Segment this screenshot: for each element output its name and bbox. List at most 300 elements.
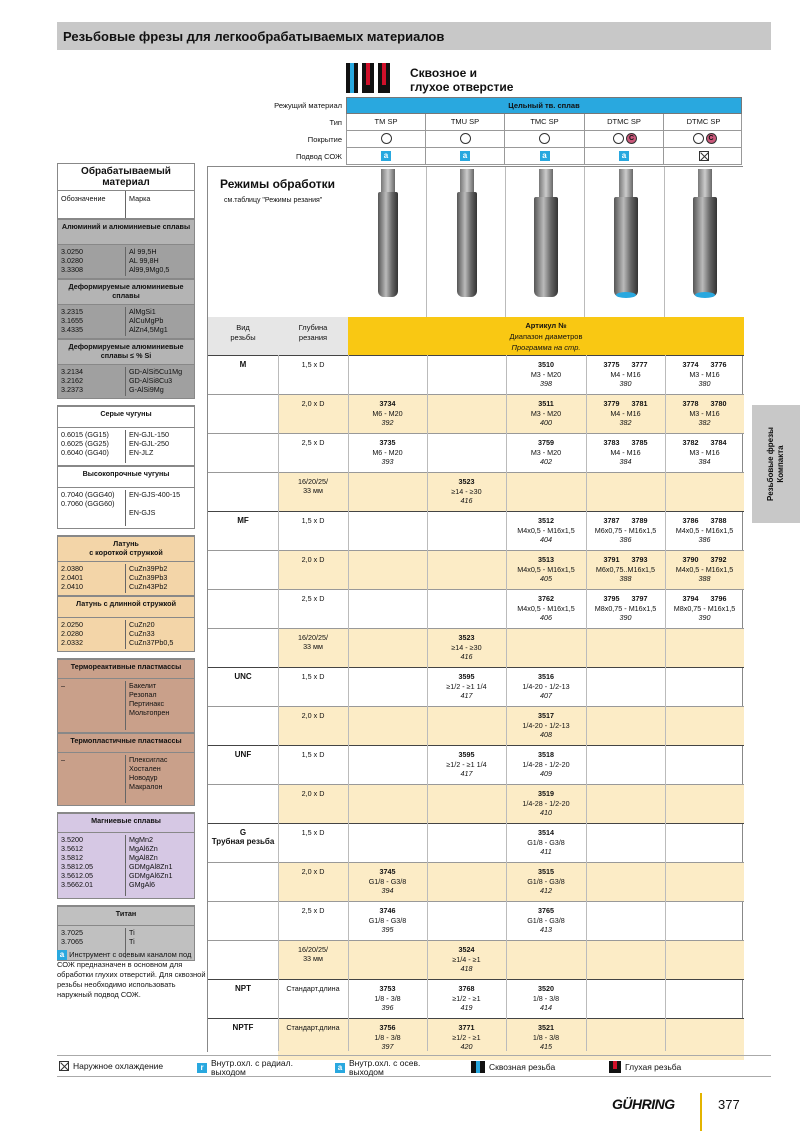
material-codes: 3.2134 3.2162 3.2373: [58, 367, 126, 396]
table-row: [208, 979, 744, 1018]
material-codes: 2.0250 2.0280 2.0332: [58, 620, 126, 649]
material-grades: EN-GJL-150 EN-GJL-250 EN-JLZ: [129, 430, 169, 457]
diameter-range: M4x0,5 - M16x1,5: [517, 564, 575, 574]
catalog-page: 400: [540, 418, 552, 427]
material-group[interactable]: [57, 339, 195, 399]
diameter-range: 1/4-20 - 1/2-13: [522, 681, 570, 691]
article-number: 3511: [538, 399, 554, 408]
uncoated-icon: [539, 133, 550, 144]
tool-image-tmc: [506, 167, 585, 317]
uncoated-icon: [381, 133, 392, 144]
article-number: 3734: [379, 399, 396, 408]
diameter-range: ≥1/2 - ≥1 1/4: [446, 759, 487, 769]
side-tab-label: Резьбовые фрезы Компакта: [766, 427, 785, 501]
material-group-title: Латунь с короткой стружкой: [58, 536, 194, 562]
type-row: [346, 114, 742, 131]
article-number: 3759: [538, 438, 554, 447]
catalog-page: 398: [540, 379, 552, 388]
article-number: 3765: [538, 906, 554, 915]
material-codes: 0.6015 (GG15) 0.6025 (GG25) 0.6040 (GG40): [58, 430, 126, 463]
diameter-range: 1/8 - 3/8: [532, 993, 560, 1003]
table-row: [208, 940, 744, 979]
article-number: 3768: [458, 984, 475, 993]
diameter-range: M4 - M16: [610, 408, 641, 418]
material-group-title: Титан: [58, 906, 194, 926]
legend-axial-label: Внутр.охл. с осев. выходом: [349, 1058, 421, 1077]
catalog-page: 416: [460, 652, 473, 661]
article-cell[interactable]: [506, 360, 586, 389]
cutting-depth: 2,0 x D: [301, 711, 325, 720]
article-cell[interactable]: [348, 438, 427, 467]
diameter-range: 1/4-20 - 1/2-13: [522, 720, 570, 730]
article-number: 3518: [538, 750, 554, 759]
article-number: 3795 3797: [603, 594, 648, 603]
article-cell[interactable]: [665, 360, 744, 389]
catalog-page: 386: [698, 535, 711, 544]
catalog-page: 380: [619, 379, 632, 388]
material-group-title: Термопластичные пластмассы: [58, 733, 194, 753]
article-number: 3523: [458, 477, 475, 486]
article-cell[interactable]: [586, 594, 665, 623]
cutting-depth: 1,5 x D: [301, 672, 325, 681]
material-group[interactable]: [57, 733, 195, 806]
thread-type: M: [239, 360, 247, 369]
article-number: 3515: [538, 867, 554, 876]
cutting-depth: 1,5 x D: [301, 360, 325, 369]
coating-c-icon: C: [626, 133, 637, 144]
table-row: [208, 823, 744, 862]
catalog-page: 397: [381, 1042, 394, 1051]
article-cell[interactable]: [506, 828, 586, 857]
article-cell[interactable]: [348, 867, 427, 896]
article-number: 3746: [379, 906, 396, 915]
material-group-title: Термореактивные пластмассы: [58, 659, 194, 679]
thread-type: MF: [237, 516, 249, 525]
table-row: [208, 433, 744, 472]
catalog-page: 420: [460, 1042, 473, 1051]
through-blind-hole-icon: [346, 63, 400, 93]
catalog-page: 405: [540, 574, 552, 583]
article-number: 3794 3796: [682, 594, 727, 603]
article-cell[interactable]: [665, 516, 744, 545]
article-number: 3756: [379, 1023, 396, 1032]
cutting-depth: 16/20/25/ 33 мм: [298, 633, 328, 651]
table-row: [208, 901, 744, 940]
table-row: [208, 784, 744, 823]
tool-images: [348, 167, 744, 317]
catalog-page: 418: [460, 964, 473, 973]
table-row: [208, 862, 744, 901]
article-number: 3753: [379, 984, 396, 993]
article-cell[interactable]: [427, 945, 506, 974]
cutting-depth: 1,5 x D: [301, 750, 325, 759]
cutting-depth: 16/20/25/ 33 мм: [298, 477, 328, 495]
cutting-depth: 2,0 x D: [301, 399, 325, 408]
diameter-range: M3 - M16: [689, 408, 720, 418]
article-cell[interactable]: [586, 516, 665, 545]
material-group-title: Серые чугуны: [58, 406, 194, 428]
diameter-range: ≥1/4 - ≥1: [452, 954, 481, 964]
article-cell[interactable]: [348, 1023, 427, 1052]
catalog-page: 388: [698, 574, 711, 583]
cutting-depth: 2,0 x D: [301, 867, 325, 876]
diameter-range: M3 - M20: [530, 408, 562, 418]
legend: [57, 1055, 771, 1077]
catalog-page: 384: [619, 457, 632, 466]
diameter-range: M3 - M16: [689, 369, 720, 379]
article-number: 3517: [538, 711, 554, 720]
article-number: 3519: [538, 789, 554, 798]
material-codes: –: [58, 755, 126, 803]
legend-external-label: Наружное охлаждение: [73, 1060, 164, 1071]
header-depth: Глубина резания: [298, 323, 328, 342]
side-tab[interactable]: [752, 405, 800, 523]
diameter-range: ≥1/2 - ≥1 1/4: [446, 681, 487, 691]
article-cell[interactable]: [506, 594, 586, 623]
catalog-page: 414: [540, 1003, 552, 1012]
range-label: Диапазон диаметров: [509, 332, 583, 341]
article-number: 3521: [538, 1023, 554, 1032]
article-cell[interactable]: [427, 1023, 506, 1052]
diameter-range: M8x0,75 - M16x1,5: [594, 603, 657, 613]
catalog-page: 407: [540, 691, 552, 700]
label-type: Тип: [329, 118, 342, 127]
article-cell[interactable]: [665, 555, 744, 584]
article-number: 3512: [538, 516, 554, 525]
legend-through: [471, 1061, 555, 1073]
material-group[interactable]: [57, 279, 195, 339]
catalog-page: 413: [540, 925, 552, 934]
article-cell[interactable]: [427, 672, 506, 701]
article-number: 3782 3784: [682, 438, 727, 447]
catalog-page: 411: [540, 847, 552, 856]
table-row: [208, 394, 744, 433]
catalog-page: 416: [460, 496, 473, 505]
catalog-page: 406: [540, 613, 552, 622]
article-cell[interactable]: [506, 906, 586, 935]
diameter-range: ≥1/2 - ≥1: [452, 993, 481, 1003]
diameter-range: M6x0,75..M16x1,5: [595, 564, 656, 574]
page-label: Программа на стр.: [511, 343, 581, 352]
catalog-page: 409: [540, 769, 552, 778]
article-cell[interactable]: [427, 984, 506, 1013]
catalog-page: 395: [381, 925, 394, 934]
article-cell[interactable]: [348, 399, 427, 428]
material-group[interactable]: [57, 535, 195, 596]
material-group[interactable]: [57, 812, 195, 899]
diameter-range: M4x0,5 - M16x1,5: [675, 525, 734, 535]
material-codes: 3.0250 3.0280 3.3308: [58, 247, 126, 276]
article-cell[interactable]: [665, 594, 744, 623]
material-group-title: Магниевые сплавы: [58, 813, 194, 833]
article-number: 3516: [538, 672, 554, 681]
article-cell[interactable]: [586, 438, 665, 467]
article-cell[interactable]: [665, 399, 744, 428]
catalog-page: 417: [460, 769, 473, 778]
diameter-range: 1/8 - 3/8: [374, 993, 401, 1003]
thread-type: NPTF: [232, 1023, 254, 1032]
article-cell[interactable]: [427, 633, 506, 662]
diameter-range: M3 - M20: [530, 447, 562, 457]
axial-coolant-icon: a: [57, 950, 67, 960]
article-cell[interactable]: [665, 438, 744, 467]
catalog-page: 408: [540, 730, 552, 739]
catalog-page: 415: [540, 1042, 552, 1051]
coating-c-icon: C: [706, 133, 717, 144]
catalog-page: 390: [698, 613, 711, 622]
material-group[interactable]: [57, 596, 195, 652]
diameter-range: G1/8 - G3/8: [368, 876, 407, 886]
material-group-title: Высокопрочные чугуны: [58, 466, 194, 488]
article-cell[interactable]: [427, 750, 506, 779]
article-number: 3790 3792: [682, 555, 727, 564]
axial-coolant-icon: a: [619, 151, 629, 161]
diameter-range: 1/4-28 - 1/2-20: [522, 759, 570, 769]
article-label: Артикул №: [525, 321, 567, 330]
thread-type: G Трубная резьба: [211, 828, 275, 846]
legend-radial-label: Внутр.охл. с радиал. выходом: [211, 1058, 293, 1077]
cutting-depth: 2,5 x D: [301, 594, 325, 603]
diameter-range: G1/8 - G3/8: [527, 876, 565, 886]
catalog-page: 380: [698, 379, 711, 388]
catalog-page: 410: [540, 808, 552, 817]
external-coolant-icon: [59, 1061, 69, 1071]
material-group-title: Деформируемые алюминиевые сплавы: [58, 279, 194, 305]
article-number: 3775 3777: [603, 360, 648, 369]
cutting-depth: Стандарт.длина: [286, 984, 340, 993]
material-group[interactable]: [57, 658, 195, 733]
table-row: [208, 589, 744, 628]
material-grades: GD-AlSi5Cu1Mg GD-AlSi8Cu3 G-AlSi9Mg: [129, 367, 183, 394]
table-header: [208, 317, 744, 355]
material-codes: –: [58, 681, 126, 730]
tool-type-4: DTMC SP: [686, 117, 721, 126]
coolant-row: [346, 148, 742, 165]
catalog-page: 393: [381, 457, 394, 466]
table-row: [208, 355, 744, 394]
material-grades: Плексиглас Хостален Новодур Макралон: [129, 755, 168, 791]
header-thread-type: Вид резьбы: [230, 323, 256, 342]
table-row: [208, 550, 744, 589]
material-grades: Ti Ti: [129, 928, 135, 946]
legend-axial: [335, 1059, 420, 1077]
article-cell[interactable]: [427, 477, 506, 506]
catalog-page: 382: [619, 418, 632, 427]
article-cell[interactable]: [348, 906, 427, 935]
article-number: 3595: [458, 672, 475, 681]
article-number: 3787 3789: [603, 516, 648, 525]
article-cell[interactable]: [506, 438, 586, 467]
article-number: 3520: [538, 984, 554, 993]
legend-radial: [197, 1059, 293, 1077]
diameter-range: 1/4-28 - 1/2-20: [522, 798, 570, 808]
cutting-depth: 2,5 x D: [301, 906, 325, 915]
material-grades: AlMgSi1 AlCuMgPb AlZn4,5Mg1: [129, 307, 168, 334]
table-row: [208, 511, 744, 550]
catalog-page: 390: [619, 613, 632, 622]
material-group-title: Деформируемые алюминиевые сплавы ≤ % Si: [58, 339, 194, 365]
tool-image-tm: [348, 167, 427, 317]
article-cell[interactable]: [506, 867, 586, 896]
diameter-range: M8x0,75 - M16x1,5: [673, 603, 736, 613]
materials-panel: [57, 163, 195, 961]
cutting-depth: 16/20/25/ 33 мм: [298, 945, 328, 963]
article-cell[interactable]: [506, 984, 586, 1013]
tool-type-3: DTMC SP: [585, 114, 664, 130]
diameter-range: M4 - M16: [610, 447, 641, 457]
article-number: 3786 3788: [682, 516, 727, 525]
article-cell[interactable]: [586, 399, 665, 428]
diameter-range: ≥14 - ≥30: [451, 486, 482, 496]
modes-title: Режимы обработки: [220, 177, 336, 191]
label-material: Режущий материал: [274, 101, 342, 110]
article-cell[interactable]: [506, 1023, 586, 1052]
article-cell[interactable]: [506, 789, 586, 818]
article-number: 3783 3785: [603, 438, 648, 447]
label-coolant: Подвод СОЖ: [296, 152, 342, 161]
material-row: [346, 97, 742, 114]
table-row: [208, 667, 744, 706]
col-grade: Марка: [129, 194, 151, 203]
material-grades: MgMn2 MgAl6Zn MgAl8Zn GDMgAl8Zn1 GDMgAl6Zn1 GMgAl6: [129, 835, 173, 889]
catalog-page: 396: [381, 1003, 394, 1012]
article-number: 3513: [538, 555, 554, 564]
legend-through-label: Сквозная резьба: [489, 1061, 556, 1072]
brand-logo: GÜHRING: [612, 1096, 675, 1112]
catalog-page: 394: [381, 886, 394, 895]
uncoated-icon: [693, 133, 704, 144]
legend-external: [59, 1061, 163, 1071]
article-cell[interactable]: [506, 672, 586, 701]
thread-type: UNC: [234, 672, 252, 681]
axial-coolant-icon: a: [381, 151, 391, 161]
cutting-depth: 1,5 x D: [301, 516, 325, 525]
diameter-range: G1/8 - G3/8: [527, 915, 565, 925]
diameter-range: 1/8 - 3/8: [374, 1032, 401, 1042]
table-row: [208, 1018, 744, 1060]
article-cell[interactable]: [506, 399, 586, 428]
diameter-range: ≥14 - ≥30: [451, 642, 482, 652]
cutting-depth: Стандарт.длина: [286, 1023, 340, 1032]
table-row: [208, 628, 744, 667]
diameter-range: G1/8 - G3/8: [368, 915, 407, 925]
article-cell[interactable]: [586, 555, 665, 584]
main-table: [207, 166, 743, 1052]
catalog-page: 384: [698, 457, 711, 466]
coolant-note: [57, 950, 207, 1000]
uncoated-icon: [460, 133, 471, 144]
table-row: [208, 472, 744, 511]
material-codes: 3.5200 3.5612 3.5812 3.5812.05 3.5612.05 3.5662.01: [58, 835, 126, 896]
article-cell[interactable]: [506, 555, 586, 584]
article-number: 3762: [538, 594, 554, 603]
article-number: 3774 3776: [682, 360, 727, 369]
hole-type-title: Сквозное и глухое отверстие: [410, 66, 514, 94]
cutting-depth: 2,0 x D: [301, 555, 325, 564]
diameter-range: 1/8 - 3/8: [532, 1032, 560, 1042]
through-thread-icon: [471, 1061, 485, 1073]
col-designation: Обозначение: [58, 191, 126, 218]
article-number: 3791 3793: [603, 555, 648, 564]
tool-type-2: TMC SP: [505, 114, 585, 130]
coating-row: [346, 131, 742, 148]
legend-blind-label: Глухая резьба: [625, 1061, 682, 1072]
diameter-range: M4 - M16: [610, 369, 641, 379]
external-coolant-icon: [699, 151, 709, 161]
material-codes: 3.7025 3.7065: [58, 928, 126, 958]
article-number: 3735: [379, 438, 396, 447]
catalog-page: 402: [540, 457, 552, 466]
material-codes: 2.0380 2.0401 2.0410: [58, 564, 126, 593]
page-number: 377: [718, 1097, 740, 1112]
catalog-page: 382: [698, 418, 711, 427]
article-cell[interactable]: [506, 516, 586, 545]
catalog-page: 388: [619, 574, 632, 583]
article-cell[interactable]: [348, 984, 427, 1013]
modes-subtitle: см.таблицу "Режимы резания": [224, 197, 323, 204]
article-number: 3771: [458, 1023, 475, 1032]
article-number: 3778 3780: [682, 399, 727, 408]
materials-title: Обрабатываемый материал: [57, 163, 195, 191]
catalog-page: 419: [460, 1003, 473, 1012]
article-number: 3779 3781: [603, 399, 648, 408]
axial-coolant-icon: a: [540, 151, 550, 161]
diameter-range: M3 - M20: [530, 369, 562, 379]
diameter-range: G1/8 - G3/8: [527, 837, 565, 847]
material-codes: 0.7040 (GGG40) 0.7060 (GGG60): [58, 490, 126, 526]
material-grades: Бакелит Резопал Пертинакс Мольтопрен: [129, 681, 170, 717]
page-title: Резьбовые фрезы для легкообрабатываемых материалов: [57, 22, 771, 50]
diameter-range: M4x0,5 - M16x1,5: [517, 525, 575, 535]
table-row: [208, 706, 744, 745]
table-row: [208, 745, 744, 784]
thread-type: UNF: [234, 750, 252, 759]
article-cell[interactable]: [506, 711, 586, 740]
catalog-page: 392: [381, 418, 394, 427]
uncoated-icon: [613, 133, 624, 144]
axial-coolant-icon: a: [460, 151, 470, 161]
material-grades: CuZn20 CuZn33 CuZn37Pb0,5: [129, 620, 174, 647]
article-cell[interactable]: [506, 750, 586, 779]
article-number: 3510: [538, 360, 554, 369]
label-coating: Покрытие: [307, 135, 342, 144]
catalog-page: 417: [460, 691, 473, 700]
material-group-title: Латунь с длинной стружкой: [58, 596, 194, 618]
diameter-range: M6x0,75 - M16x1,5: [594, 525, 657, 535]
article-number: 3595: [458, 750, 475, 759]
article-cell[interactable]: [586, 360, 665, 389]
material-group[interactable]: [57, 219, 195, 279]
tool-image-dtmc-2: [665, 167, 744, 317]
material-group[interactable]: [57, 405, 195, 466]
material-grades: Al 99,5H AL 99,8H Al99,9Mg0,5: [129, 247, 170, 274]
cutting-depth: 1,5 x D: [301, 828, 325, 837]
article-number: 3745: [379, 867, 396, 876]
header-article: [348, 317, 744, 355]
axial-coolant-icon: a: [335, 1063, 345, 1073]
catalog-page: 404: [540, 535, 552, 544]
cutting-depth: 2,5 x D: [301, 438, 325, 447]
tool-image-dtmc-1: [586, 167, 665, 317]
diameter-range: M4x0,5 - M16x1,5: [675, 564, 734, 574]
tool-type-0: TM SP: [347, 114, 426, 130]
diameter-range: ≥1/2 - ≥1: [452, 1032, 481, 1042]
material-group[interactable]: [57, 466, 195, 529]
tool-image-tmu: [427, 167, 506, 317]
diameter-range: M3 - M16: [689, 447, 720, 457]
note-text: Инструмент с осевым каналом под СОЖ предназначен в основном для обработки глухих отверстий. Для сквозной резьбы необходимо использовать наружный подвод СОЖ.: [57, 950, 206, 1000]
radial-coolant-icon: r: [197, 1063, 207, 1073]
